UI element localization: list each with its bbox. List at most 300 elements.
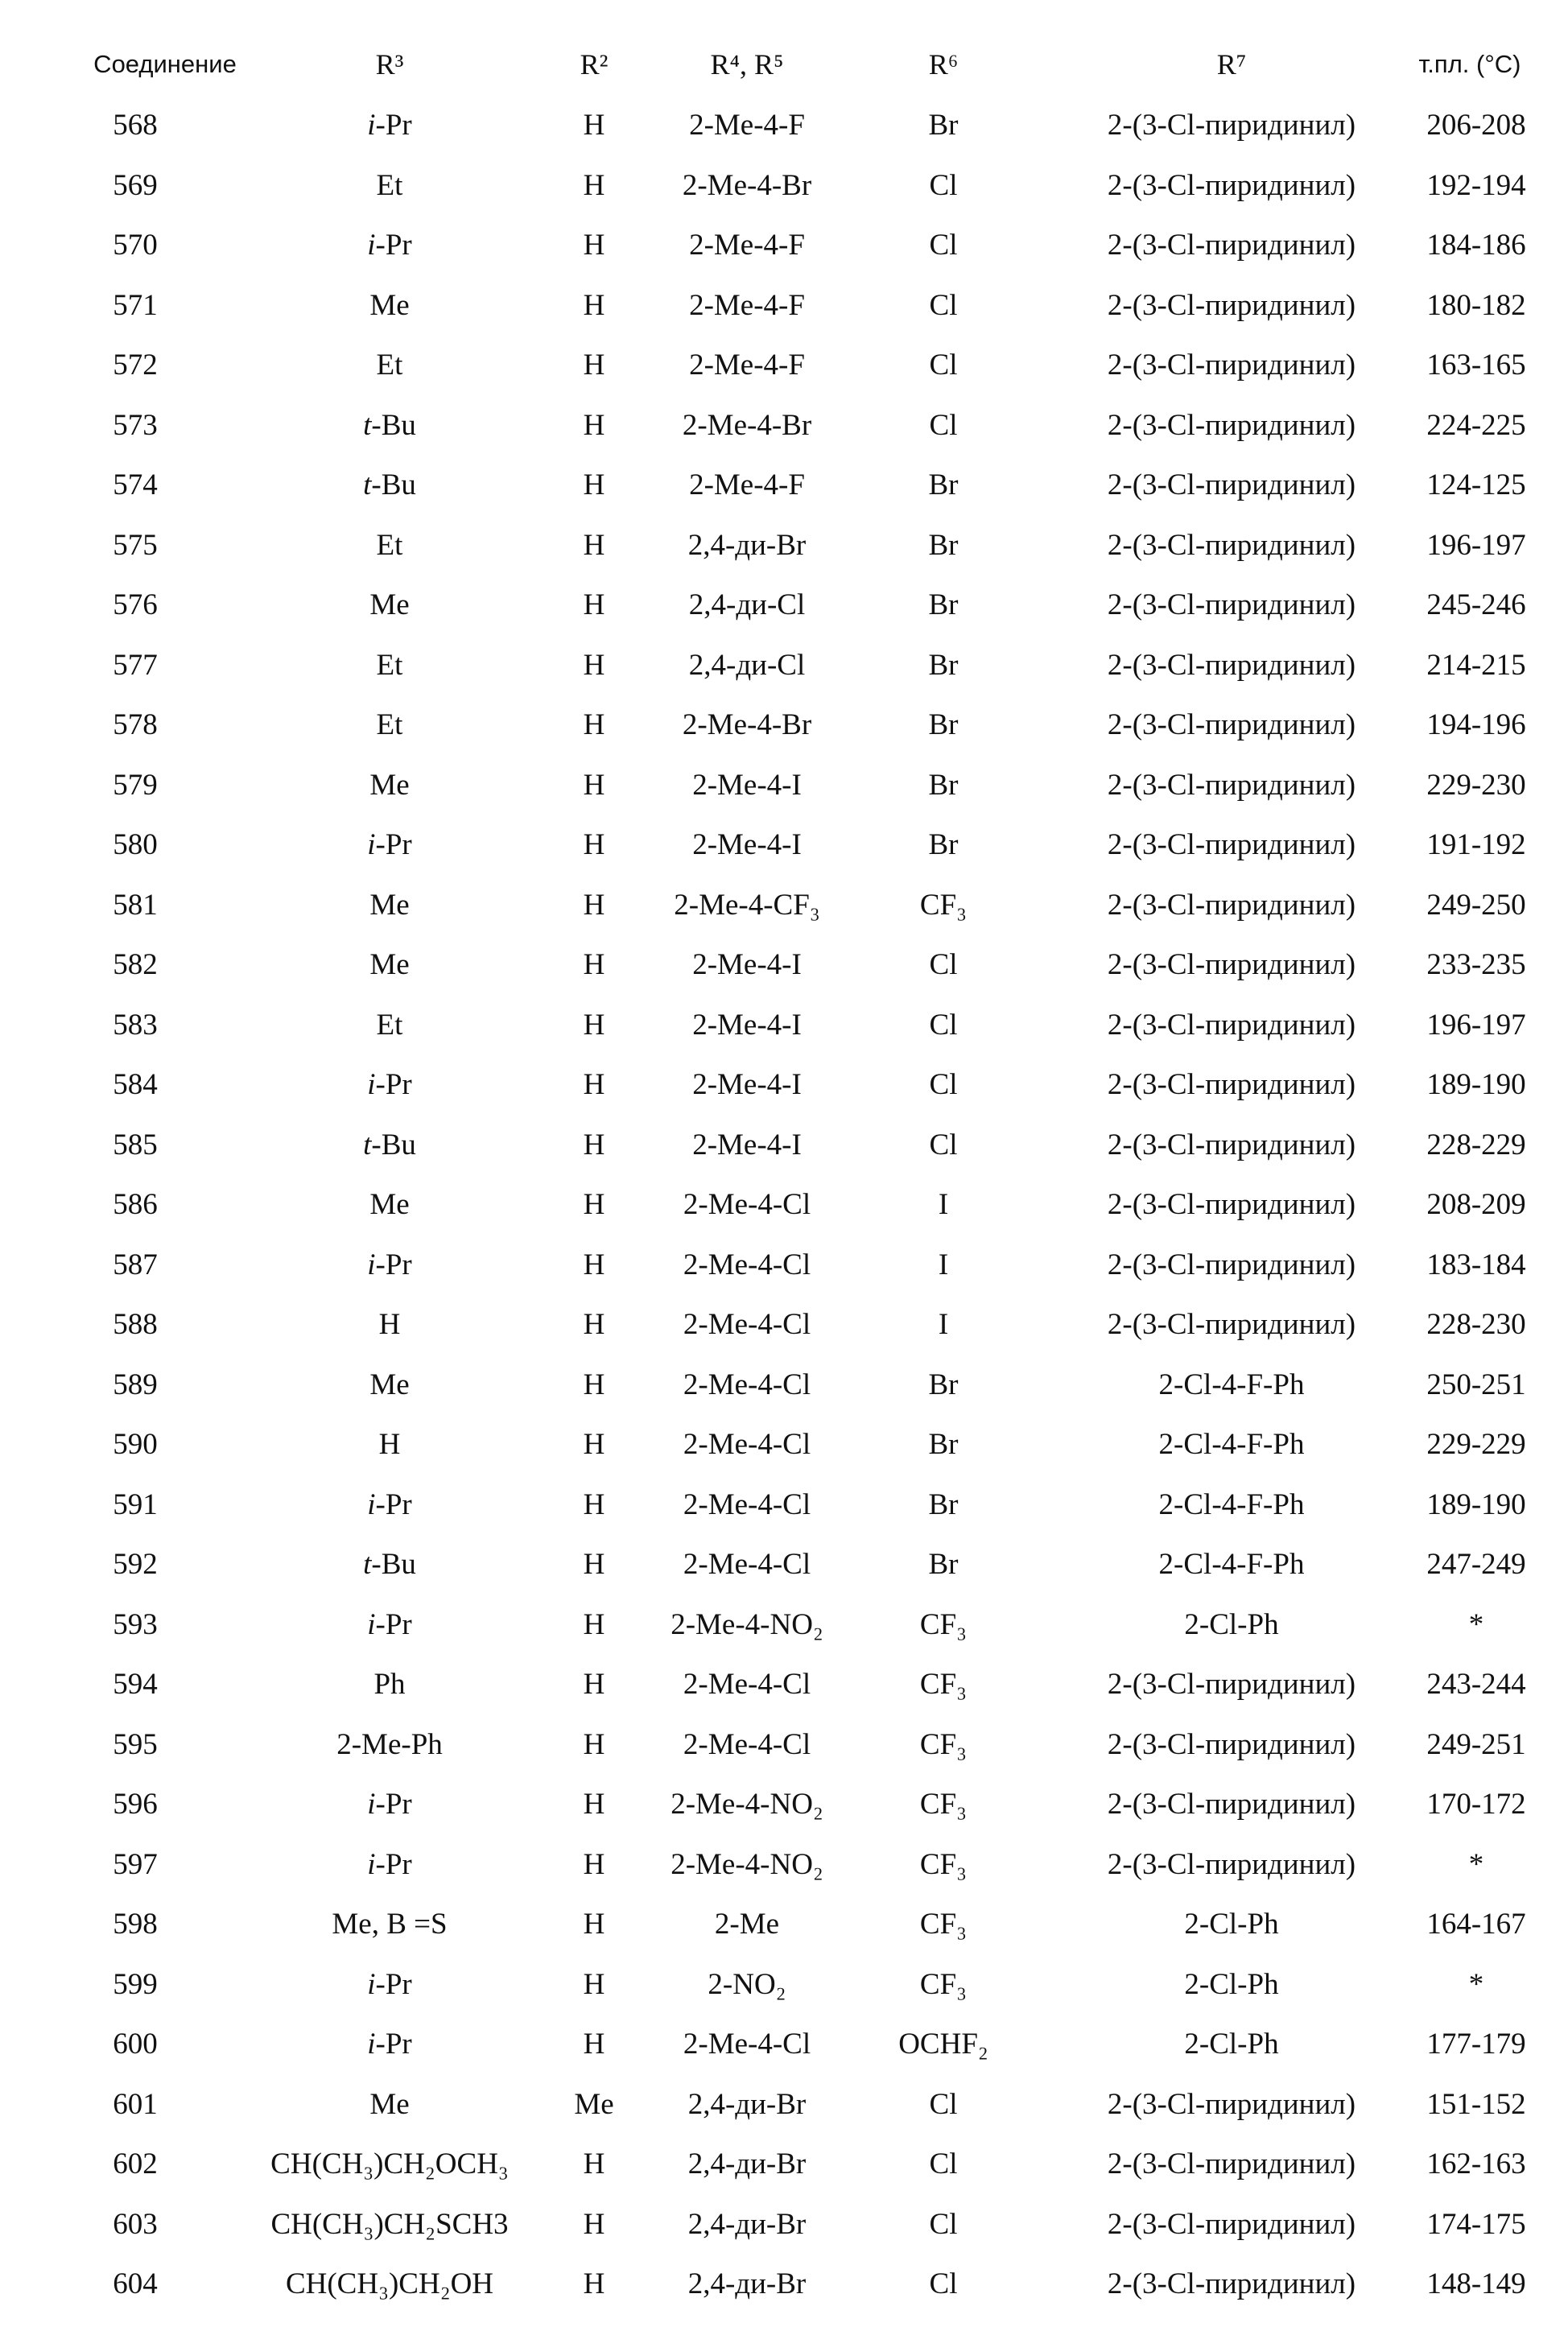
cell-melting-point: 174-175 (1426, 2201, 1525, 2249)
cell-r4-r5: 2-Me-4-I (692, 1001, 802, 1050)
cell-r4-r5: 2-Me-4-Cl (683, 1241, 811, 1289)
cell-r4-r5: 2-Me-4-F (689, 461, 805, 510)
cell-r7: 2-(3-Cl-пиридинил) (1108, 2201, 1355, 2249)
table-row (0, 162, 1568, 210)
cell-r7: 2-(3-Cl-пиридинил) (1108, 761, 1355, 810)
cell-r4-r5: 2-Me-4-Cl (683, 1361, 811, 1409)
cell-melting-point: 208-209 (1426, 1181, 1525, 1229)
cell-r7: 2-(3-Cl-пиридинил) (1108, 1001, 1355, 1050)
cell-r4-r5: 2-Me-4-Br (683, 402, 811, 450)
cell-r7: 2-(3-Cl-пиридинил) (1108, 1061, 1355, 1109)
cell-compound-number: 570 (113, 221, 158, 270)
cell-r4-r5: 2-Me-4-Cl (683, 2020, 811, 2069)
cell-r3: i-Pr (367, 2020, 412, 2069)
cell-r3: Et (377, 522, 403, 570)
table-row (0, 402, 1568, 450)
header-r4-r5: R⁴, R⁵ (710, 40, 783, 89)
cell-r7: 2-(3-Cl-пиридинил) (1108, 402, 1355, 450)
cell-r2: H (584, 1241, 605, 1289)
table-row (0, 941, 1568, 989)
cell-r3: 2-Me-Ph (336, 1721, 443, 1769)
cell-melting-point: 229-229 (1426, 1421, 1525, 1469)
cell-r7: 2-(3-Cl-пиридинил) (1108, 522, 1355, 570)
cell-r2: H (584, 881, 605, 930)
cell-r6: Br (929, 1541, 959, 1589)
cell-compound-number: 601 (113, 2081, 158, 2129)
cell-compound-number: 569 (113, 162, 158, 210)
cell-compound-number: 596 (113, 1780, 158, 1829)
cell-r3: CH(CH₃)CH₂OH (286, 2260, 493, 2308)
cell-r7: 2-Cl-4-F-Ph (1159, 1361, 1305, 1409)
cell-r4-r5: 2-Me-4-F (689, 282, 805, 330)
cell-compound-number: 589 (113, 1361, 158, 1409)
cell-r4-r5: 2,4-ди-Br (688, 2260, 807, 2308)
cell-r7: 2-(3-Cl-пиридинил) (1108, 881, 1355, 930)
cell-melting-point: 243-244 (1426, 1661, 1525, 1709)
cell-melting-point: 189-190 (1426, 1481, 1525, 1529)
cell-compound-number: 603 (113, 2201, 158, 2249)
cell-melting-point: 177-179 (1426, 2020, 1525, 2069)
cell-melting-point: 124-125 (1426, 461, 1525, 510)
cell-r2: H (584, 101, 605, 150)
table-row (0, 1601, 1568, 1649)
table-row (0, 2020, 1568, 2069)
cell-r2: H (584, 1361, 605, 1409)
cell-r3: i-Pr (367, 1780, 412, 1829)
cell-r3: Me (369, 761, 409, 810)
table-row (0, 1961, 1568, 2009)
cell-r2: Me (574, 2081, 613, 2129)
table-row (0, 1001, 1568, 1050)
cell-r2: H (584, 1541, 605, 1589)
cell-r7: 2-(3-Cl-пиридинил) (1108, 2140, 1355, 2189)
cell-compound-number: 590 (113, 1421, 158, 1469)
cell-r2: H (584, 581, 605, 629)
cell-r3: Me (369, 881, 409, 930)
cell-r2: H (584, 1961, 605, 2009)
cell-r3: H (379, 1421, 401, 1469)
cell-compound-number: 568 (113, 101, 158, 150)
cell-r6: Br (929, 581, 959, 629)
cell-r3: i-Pr (367, 1601, 412, 1649)
cell-r3: Et (377, 1001, 403, 1050)
cell-compound-number: 571 (113, 282, 158, 330)
cell-r4-r5: 2-Me-4-Cl (683, 1181, 811, 1229)
cell-r6: Cl (930, 2260, 958, 2308)
cell-r7: 2-(3-Cl-пиридинил) (1108, 1721, 1355, 1769)
cell-r7: 2-(3-Cl-пиридинил) (1108, 1181, 1355, 1229)
cell-r7: 2-(3-Cl-пиридинил) (1108, 1121, 1355, 1170)
cell-r3: i-Pr (367, 1481, 412, 1529)
cell-r4-r5: 2,4-ди-Cl (689, 581, 805, 629)
cell-r6: Cl (930, 402, 958, 450)
cell-compound-number: 582 (113, 941, 158, 989)
cell-r7: 2-Cl-Ph (1184, 1601, 1278, 1649)
cell-r2: H (584, 1721, 605, 1769)
cell-r3: H (379, 1301, 401, 1349)
cell-r6: Cl (930, 2081, 958, 2129)
cell-r2: H (584, 701, 605, 749)
table-row (0, 1181, 1568, 1229)
cell-melting-point: 170-172 (1426, 1780, 1525, 1829)
cell-r4-r5: 2-Me-4-I (692, 821, 802, 869)
cell-r2: H (584, 1181, 605, 1229)
cell-r7: 2-(3-Cl-пиридинил) (1108, 101, 1355, 150)
table-row (0, 1121, 1568, 1170)
cell-r4-r5: 2-Me-4-Br (683, 162, 811, 210)
cell-compound-number: 602 (113, 2140, 158, 2189)
cell-r4-r5: 2-Me-4-Cl (683, 1721, 811, 1769)
cell-r3: Et (377, 642, 403, 690)
cell-r2: H (584, 1780, 605, 1829)
cell-compound-number: 593 (113, 1601, 158, 1649)
cell-r6: OCHF₂ (898, 2020, 988, 2069)
cell-r7: 2-(3-Cl-пиридинил) (1108, 461, 1355, 510)
table-row (0, 1481, 1568, 1529)
cell-r4-r5: 2-Me-4-F (689, 221, 805, 270)
cell-melting-point: * (1469, 1961, 1484, 2009)
cell-r7: 2-(3-Cl-пиридинил) (1108, 821, 1355, 869)
cell-r7: 2-(3-Cl-пиридинил) (1108, 701, 1355, 749)
cell-r3: t-Bu (363, 461, 416, 510)
cell-r3: i-Pr (367, 1961, 412, 2009)
cell-r2: H (584, 2260, 605, 2308)
cell-r2: H (584, 2201, 605, 2249)
cell-r4-r5: 2-Me-4-Br (683, 701, 811, 749)
cell-r6: Cl (930, 2140, 958, 2189)
cell-r3: t-Bu (363, 1121, 416, 1170)
cell-compound-number: 572 (113, 341, 158, 390)
cell-r6: I (939, 1301, 948, 1349)
cell-r6: Br (929, 701, 959, 749)
table-row (0, 221, 1568, 270)
cell-r6: I (939, 1241, 948, 1289)
cell-melting-point: * (1469, 1601, 1484, 1649)
cell-r7: 2-(3-Cl-пиридинил) (1108, 341, 1355, 390)
cell-r6: Br (929, 1481, 959, 1529)
table-row (0, 2081, 1568, 2129)
cell-r4-r5: 2-Me-4-NO₂ (671, 1780, 823, 1829)
cell-r3: Ph (373, 1661, 405, 1709)
cell-r6: I (939, 1181, 948, 1229)
cell-compound-number: 577 (113, 642, 158, 690)
cell-compound-number: 574 (113, 461, 158, 510)
cell-r3: CH(CH₃)CH₂SCH3 (270, 2201, 508, 2249)
cell-melting-point: * (1469, 1841, 1484, 1889)
cell-r6: Cl (930, 941, 958, 989)
table-row (0, 2140, 1568, 2189)
cell-r6: CF₃ (920, 1841, 967, 1889)
cell-melting-point: 247-249 (1426, 1541, 1525, 1589)
cell-r7: 2-(3-Cl-пиридинил) (1108, 1301, 1355, 1349)
cell-r7: 2-(3-Cl-пиридинил) (1108, 1780, 1355, 1829)
cell-r2: H (584, 162, 605, 210)
cell-r6: Br (929, 821, 959, 869)
cell-r4-r5: 2-Me-4-Cl (683, 1481, 811, 1529)
table-row (0, 341, 1568, 390)
cell-r7: 2-Cl-Ph (1184, 1961, 1278, 2009)
cell-r6: CF₃ (920, 881, 967, 930)
cell-r7: 2-(3-Cl-пиридинил) (1108, 941, 1355, 989)
cell-r3: Me (369, 1361, 409, 1409)
cell-r6: Br (929, 461, 959, 510)
cell-compound-number: 594 (113, 1661, 158, 1709)
cell-r2: H (584, 1481, 605, 1529)
cell-melting-point: 163-165 (1426, 341, 1525, 390)
cell-melting-point: 184-186 (1426, 221, 1525, 270)
cell-r7: 2-(3-Cl-пиридинил) (1108, 1241, 1355, 1289)
table-row (0, 761, 1568, 810)
cell-compound-number: 595 (113, 1721, 158, 1769)
table-row (0, 881, 1568, 930)
table-row (0, 2260, 1568, 2308)
cell-r7: 2-(3-Cl-пиридинил) (1108, 2260, 1355, 2308)
cell-r4-r5: 2-Me-4-F (689, 101, 805, 150)
table-row (0, 1661, 1568, 1709)
cell-r2: H (584, 761, 605, 810)
cell-r6: Cl (930, 221, 958, 270)
cell-r4-r5: 2-Me-4-CF₃ (674, 881, 819, 930)
header-r7: R⁷ (1217, 40, 1247, 89)
table-row (0, 1900, 1568, 1949)
header-r3: R³ (376, 40, 404, 89)
header-r2: R² (580, 40, 609, 89)
cell-r4-r5: 2,4-ди-Br (688, 2081, 807, 2129)
cell-r7: 2-Cl-4-F-Ph (1159, 1481, 1305, 1529)
cell-r2: H (584, 282, 605, 330)
cell-r7: 2-(3-Cl-пиридинил) (1108, 2081, 1355, 2129)
cell-r6: CF₃ (920, 1601, 967, 1649)
cell-r6: CF₃ (920, 1661, 967, 1709)
cell-r4-r5: 2-Me-4-Cl (683, 1661, 811, 1709)
cell-compound-number: 588 (113, 1301, 158, 1349)
cell-r2: H (584, 461, 605, 510)
cell-r6: CF₃ (920, 1780, 967, 1829)
cell-melting-point: 214-215 (1426, 642, 1525, 690)
cell-r4-r5: 2-NO₂ (708, 1961, 786, 2009)
table-row (0, 1421, 1568, 1469)
cell-melting-point: 148-149 (1426, 2260, 1525, 2308)
cell-melting-point: 250-251 (1426, 1361, 1525, 1409)
cell-compound-number: 579 (113, 761, 158, 810)
cell-melting-point: 189-190 (1426, 1061, 1525, 1109)
cell-compound-number: 581 (113, 881, 158, 930)
cell-r2: H (584, 402, 605, 450)
cell-r7: 2-Cl-4-F-Ph (1159, 1421, 1305, 1469)
cell-r2: H (584, 1421, 605, 1469)
cell-r2: H (584, 1900, 605, 1949)
cell-r6: Cl (930, 1001, 958, 1050)
cell-r3: CH(CH₃)CH₂OCH₃ (270, 2140, 509, 2189)
header-melting-point: т.пл. (°C) (1419, 40, 1521, 89)
cell-compound-number: 597 (113, 1841, 158, 1889)
cell-r2: H (584, 1661, 605, 1709)
header-compound-number: Соединение (93, 40, 237, 89)
cell-r6: CF₃ (920, 1961, 967, 2009)
cell-r2: H (584, 941, 605, 989)
table-row (0, 1721, 1568, 1769)
cell-compound-number: 598 (113, 1900, 158, 1949)
cell-compound-number: 592 (113, 1541, 158, 1589)
table-row (0, 101, 1568, 150)
table-row (0, 1361, 1568, 1409)
cell-r7: 2-Cl-Ph (1184, 2020, 1278, 2069)
cell-melting-point: 224-225 (1426, 402, 1525, 450)
cell-r7: 2-(3-Cl-пиридинил) (1108, 282, 1355, 330)
cell-compound-number: 585 (113, 1121, 158, 1170)
cell-r2: H (584, 341, 605, 390)
table-row (0, 1061, 1568, 1109)
cell-r3: Me (369, 1181, 409, 1229)
cell-melting-point: 233-235 (1426, 941, 1525, 989)
cell-melting-point: 180-182 (1426, 282, 1525, 330)
table-row (0, 642, 1568, 690)
cell-r2: H (584, 1061, 605, 1109)
cell-r2: H (584, 1841, 605, 1889)
table-row (0, 522, 1568, 570)
cell-r2: H (584, 1001, 605, 1050)
table-row (0, 461, 1568, 510)
cell-r3: t-Bu (363, 402, 416, 450)
cell-r2: H (584, 522, 605, 570)
cell-melting-point: 194-196 (1426, 701, 1525, 749)
cell-r4-r5: 2,4-ди-Cl (689, 642, 805, 690)
cell-r4-r5: 2,4-ди-Br (688, 2201, 807, 2249)
cell-melting-point: 191-192 (1426, 821, 1525, 869)
table-header (0, 40, 1568, 89)
cell-r7: 2-(3-Cl-пиридинил) (1108, 1841, 1355, 1889)
cell-r3: Me (369, 941, 409, 989)
cell-r2: H (584, 2020, 605, 2069)
cell-r4-r5: 2-Me-4-NO₂ (671, 1841, 823, 1889)
cell-compound-number: 600 (113, 2020, 158, 2069)
header-r6: R⁶ (929, 40, 959, 89)
cell-compound-number: 599 (113, 1961, 158, 2009)
cell-r4-r5: 2-Me-4-NO₂ (671, 1601, 823, 1649)
cell-r6: Cl (930, 1121, 958, 1170)
table-row (0, 1780, 1568, 1829)
cell-r3: Me (369, 581, 409, 629)
cell-r3: i-Pr (367, 221, 412, 270)
cell-melting-point: 249-251 (1426, 1721, 1525, 1769)
cell-r6: Br (929, 642, 959, 690)
cell-melting-point: 162-163 (1426, 2140, 1525, 2189)
cell-compound-number: 583 (113, 1001, 158, 1050)
cell-r3: i-Pr (367, 101, 412, 150)
cell-melting-point: 249-250 (1426, 881, 1525, 930)
cell-melting-point: 228-229 (1426, 1121, 1525, 1170)
cell-r7: 2-(3-Cl-пиридинил) (1108, 162, 1355, 210)
cell-r6: Cl (930, 341, 958, 390)
cell-r3: Et (377, 162, 403, 210)
cell-r7: 2-(3-Cl-пиридинил) (1108, 642, 1355, 690)
cell-r6: Cl (930, 282, 958, 330)
table-row (0, 2201, 1568, 2249)
cell-compound-number: 578 (113, 701, 158, 749)
cell-melting-point: 183-184 (1426, 1241, 1525, 1289)
cell-melting-point: 164-167 (1426, 1900, 1525, 1949)
cell-r6: CF₃ (920, 1900, 967, 1949)
cell-r6: Br (929, 101, 959, 150)
cell-r4-r5: 2-Me-4-I (692, 1061, 802, 1109)
cell-r6: CF₃ (920, 1721, 967, 1769)
cell-r7: 2-(3-Cl-пиридинил) (1108, 1661, 1355, 1709)
cell-r3: Me (369, 282, 409, 330)
cell-r7: 2-(3-Cl-пиридинил) (1108, 581, 1355, 629)
cell-r3: Me (369, 2081, 409, 2129)
cell-r4-r5: 2-Me-4-I (692, 761, 802, 810)
cell-r4-r5: 2-Me-4-Cl (683, 1421, 811, 1469)
cell-r2: H (584, 1301, 605, 1349)
cell-compound-number: 576 (113, 581, 158, 629)
cell-melting-point: 196-197 (1426, 1001, 1525, 1050)
cell-r6: Cl (930, 1061, 958, 1109)
cell-r3: Et (377, 701, 403, 749)
cell-r3: i-Pr (367, 1061, 412, 1109)
cell-r4-r5: 2,4-ди-Br (688, 2140, 807, 2189)
cell-r6: Cl (930, 2201, 958, 2249)
cell-r2: H (584, 642, 605, 690)
cell-compound-number: 584 (113, 1061, 158, 1109)
cell-r2: H (584, 1601, 605, 1649)
cell-melting-point: 229-230 (1426, 761, 1525, 810)
cell-r2: H (584, 221, 605, 270)
cell-r3: i-Pr (367, 821, 412, 869)
cell-r4-r5: 2-Me-4-F (689, 341, 805, 390)
cell-r3: i-Pr (367, 1841, 412, 1889)
cell-r6: Br (929, 522, 959, 570)
cell-compound-number: 591 (113, 1481, 158, 1529)
cell-melting-point: 206-208 (1426, 101, 1525, 150)
cell-r4-r5: 2,4-ди-Br (688, 522, 807, 570)
cell-r6: Br (929, 1421, 959, 1469)
cell-r4-r5: 2-Me-4-Cl (683, 1541, 811, 1589)
table-row (0, 1841, 1568, 1889)
table-row (0, 1301, 1568, 1349)
cell-r2: H (584, 2140, 605, 2189)
cell-r4-r5: 2-Me-4-I (692, 1121, 802, 1170)
cell-compound-number: 573 (113, 402, 158, 450)
cell-r4-r5: 2-Me-4-Cl (683, 1301, 811, 1349)
cell-r3: Me, B =S (332, 1900, 447, 1949)
table-row (0, 581, 1568, 629)
cell-compound-number: 575 (113, 522, 158, 570)
cell-compound-number: 604 (113, 2260, 158, 2308)
table-row (0, 821, 1568, 869)
table-row (0, 1541, 1568, 1589)
cell-r3: t-Bu (363, 1541, 416, 1589)
cell-r7: 2-Cl-Ph (1184, 1900, 1278, 1949)
cell-r3: Et (377, 341, 403, 390)
cell-r6: Br (929, 761, 959, 810)
table-row (0, 1241, 1568, 1289)
cell-r7: 2-Cl-4-F-Ph (1159, 1541, 1305, 1589)
cell-melting-point: 228-230 (1426, 1301, 1525, 1349)
cell-r6: Cl (930, 162, 958, 210)
cell-r3: i-Pr (367, 1241, 412, 1289)
cell-r2: H (584, 821, 605, 869)
cell-melting-point: 151-152 (1426, 2081, 1525, 2129)
table-row (0, 282, 1568, 330)
table-row (0, 701, 1568, 749)
cell-r4-r5: 2-Me (715, 1900, 779, 1949)
cell-r4-r5: 2-Me-4-I (692, 941, 802, 989)
cell-compound-number: 580 (113, 821, 158, 869)
cell-compound-number: 587 (113, 1241, 158, 1289)
cell-compound-number: 586 (113, 1181, 158, 1229)
cell-melting-point: 196-197 (1426, 522, 1525, 570)
cell-melting-point: 192-194 (1426, 162, 1525, 210)
